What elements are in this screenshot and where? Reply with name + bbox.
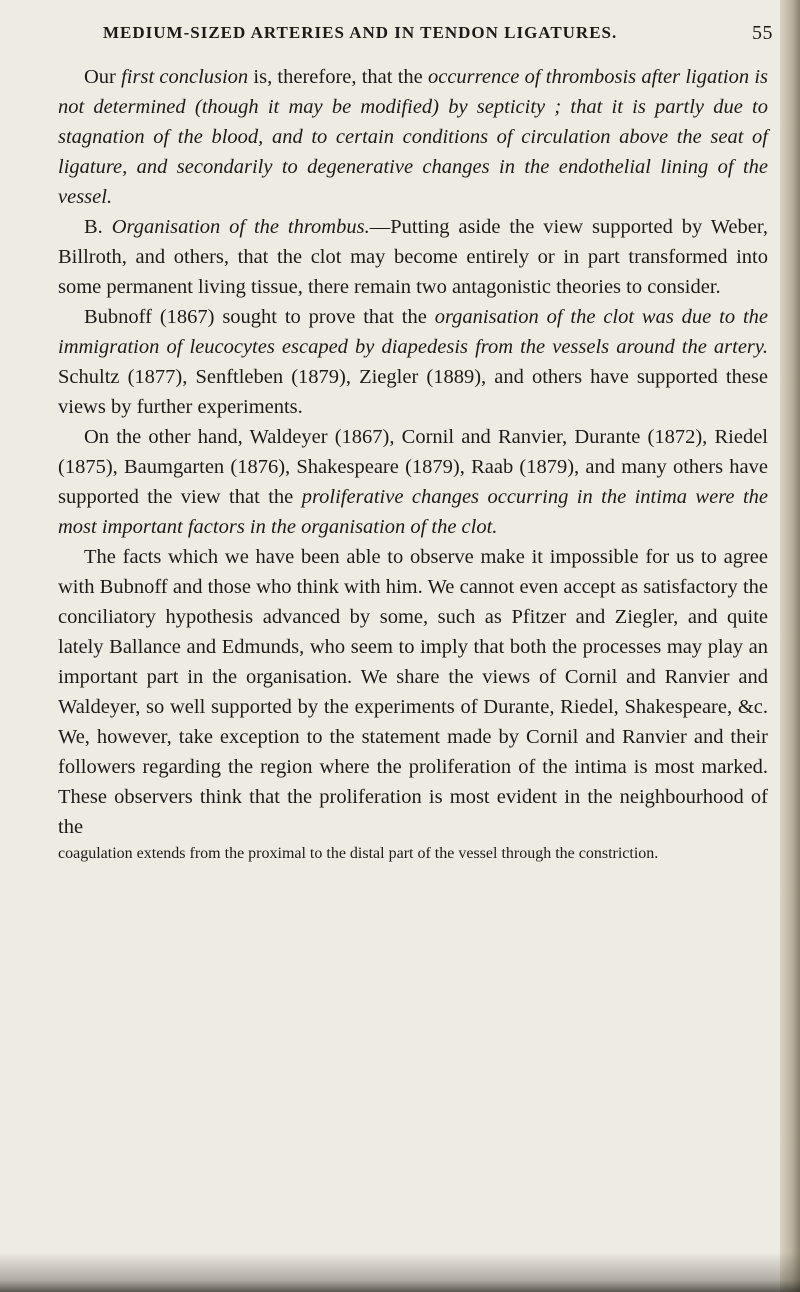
page-number: 55 (752, 21, 773, 44)
italic-phrase: proliferative changes occurring in the intima were the most important factors in the organisation of the clot. (58, 486, 768, 538)
italic-phrase: organisation of the clot was due to the immigration of leucocytes escaped by diapedesis from the vessels around the artery. (58, 306, 768, 358)
running-head (103, 18, 773, 48)
paragraph-text: is, therefore, that the (248, 66, 428, 88)
paragraph-text: The facts which we have been able to observe make it impossible for us to agree with Bubnoff and those who think with him. We cannot even accept as satisfactory the conciliatory hypothesis advanced by some, such as Pfitzer and Ziegler, and quite lately Ballance and Edmunds, who seem to imply that both the processes may play an important part in the organisation. We share the views of Cornil and Ranvier and Waldeyer, so well supported by the experiments of Durante, Riedel, Shakespeare, &c. We, however, take exception to the statement made by Cornil and Ranvier and their followers regarding the region where the proliferation of the intima is most marked. These observers think that the proliferation is most evident in the neighbourhood of the (58, 546, 768, 838)
paragraph-text: On the other hand, Waldeyer (1867), Cornil and Ranvier, Durante (1872), Riedel (1875), Baumgarten (1876), Shakespeare (1879), Raab (1879), and many others have supported the view that the (58, 426, 768, 508)
paragraph-text: —Putting aside the view supported by Weber, Billroth, and others, that the clot may become entirely or in part transformed into some permanent living tissue, there remain two antagonistic theories to consider. (58, 216, 768, 298)
paragraph-section-b (58, 212, 768, 302)
paragraph-text: Our (84, 66, 122, 88)
running-title: MEDIUM-SIZED ARTERIES AND IN TENDON LIGATURES. (103, 23, 618, 42)
bottom-shadow (0, 1252, 800, 1292)
paragraph-text: Schultz (1877), Senftleben (1879), Ziegler (1889), and others have supported these views by further experiments. (58, 366, 768, 418)
italic-conclusion: occurrence of thrombosis after ligation is not determined (though it may be modified) by septicity ; that it is partly due to stagnation of the blood, and to certain conditions of circulation above the seat of ligature, and secondarily to degenerative changes in the endothelial lining of the vessel. (58, 66, 768, 208)
italic-phrase: first conclusion (121, 66, 249, 88)
footer-line: coagulation extends from the proximal to the distal part of the vessel through the constriction. (58, 845, 659, 862)
paragraph-bubnoff (58, 302, 768, 422)
page-edge (780, 0, 800, 1292)
paragraph-first-conclusion (58, 62, 768, 212)
paragraph-facts (58, 542, 768, 842)
section-heading: Organisation of the thrombus. (111, 216, 370, 238)
paragraph-text: Bubnoff (1867) sought to prove that the (84, 306, 435, 328)
paragraph-waldeyer (58, 422, 768, 542)
body-text (58, 62, 768, 864)
section-letter: B. (84, 216, 103, 238)
